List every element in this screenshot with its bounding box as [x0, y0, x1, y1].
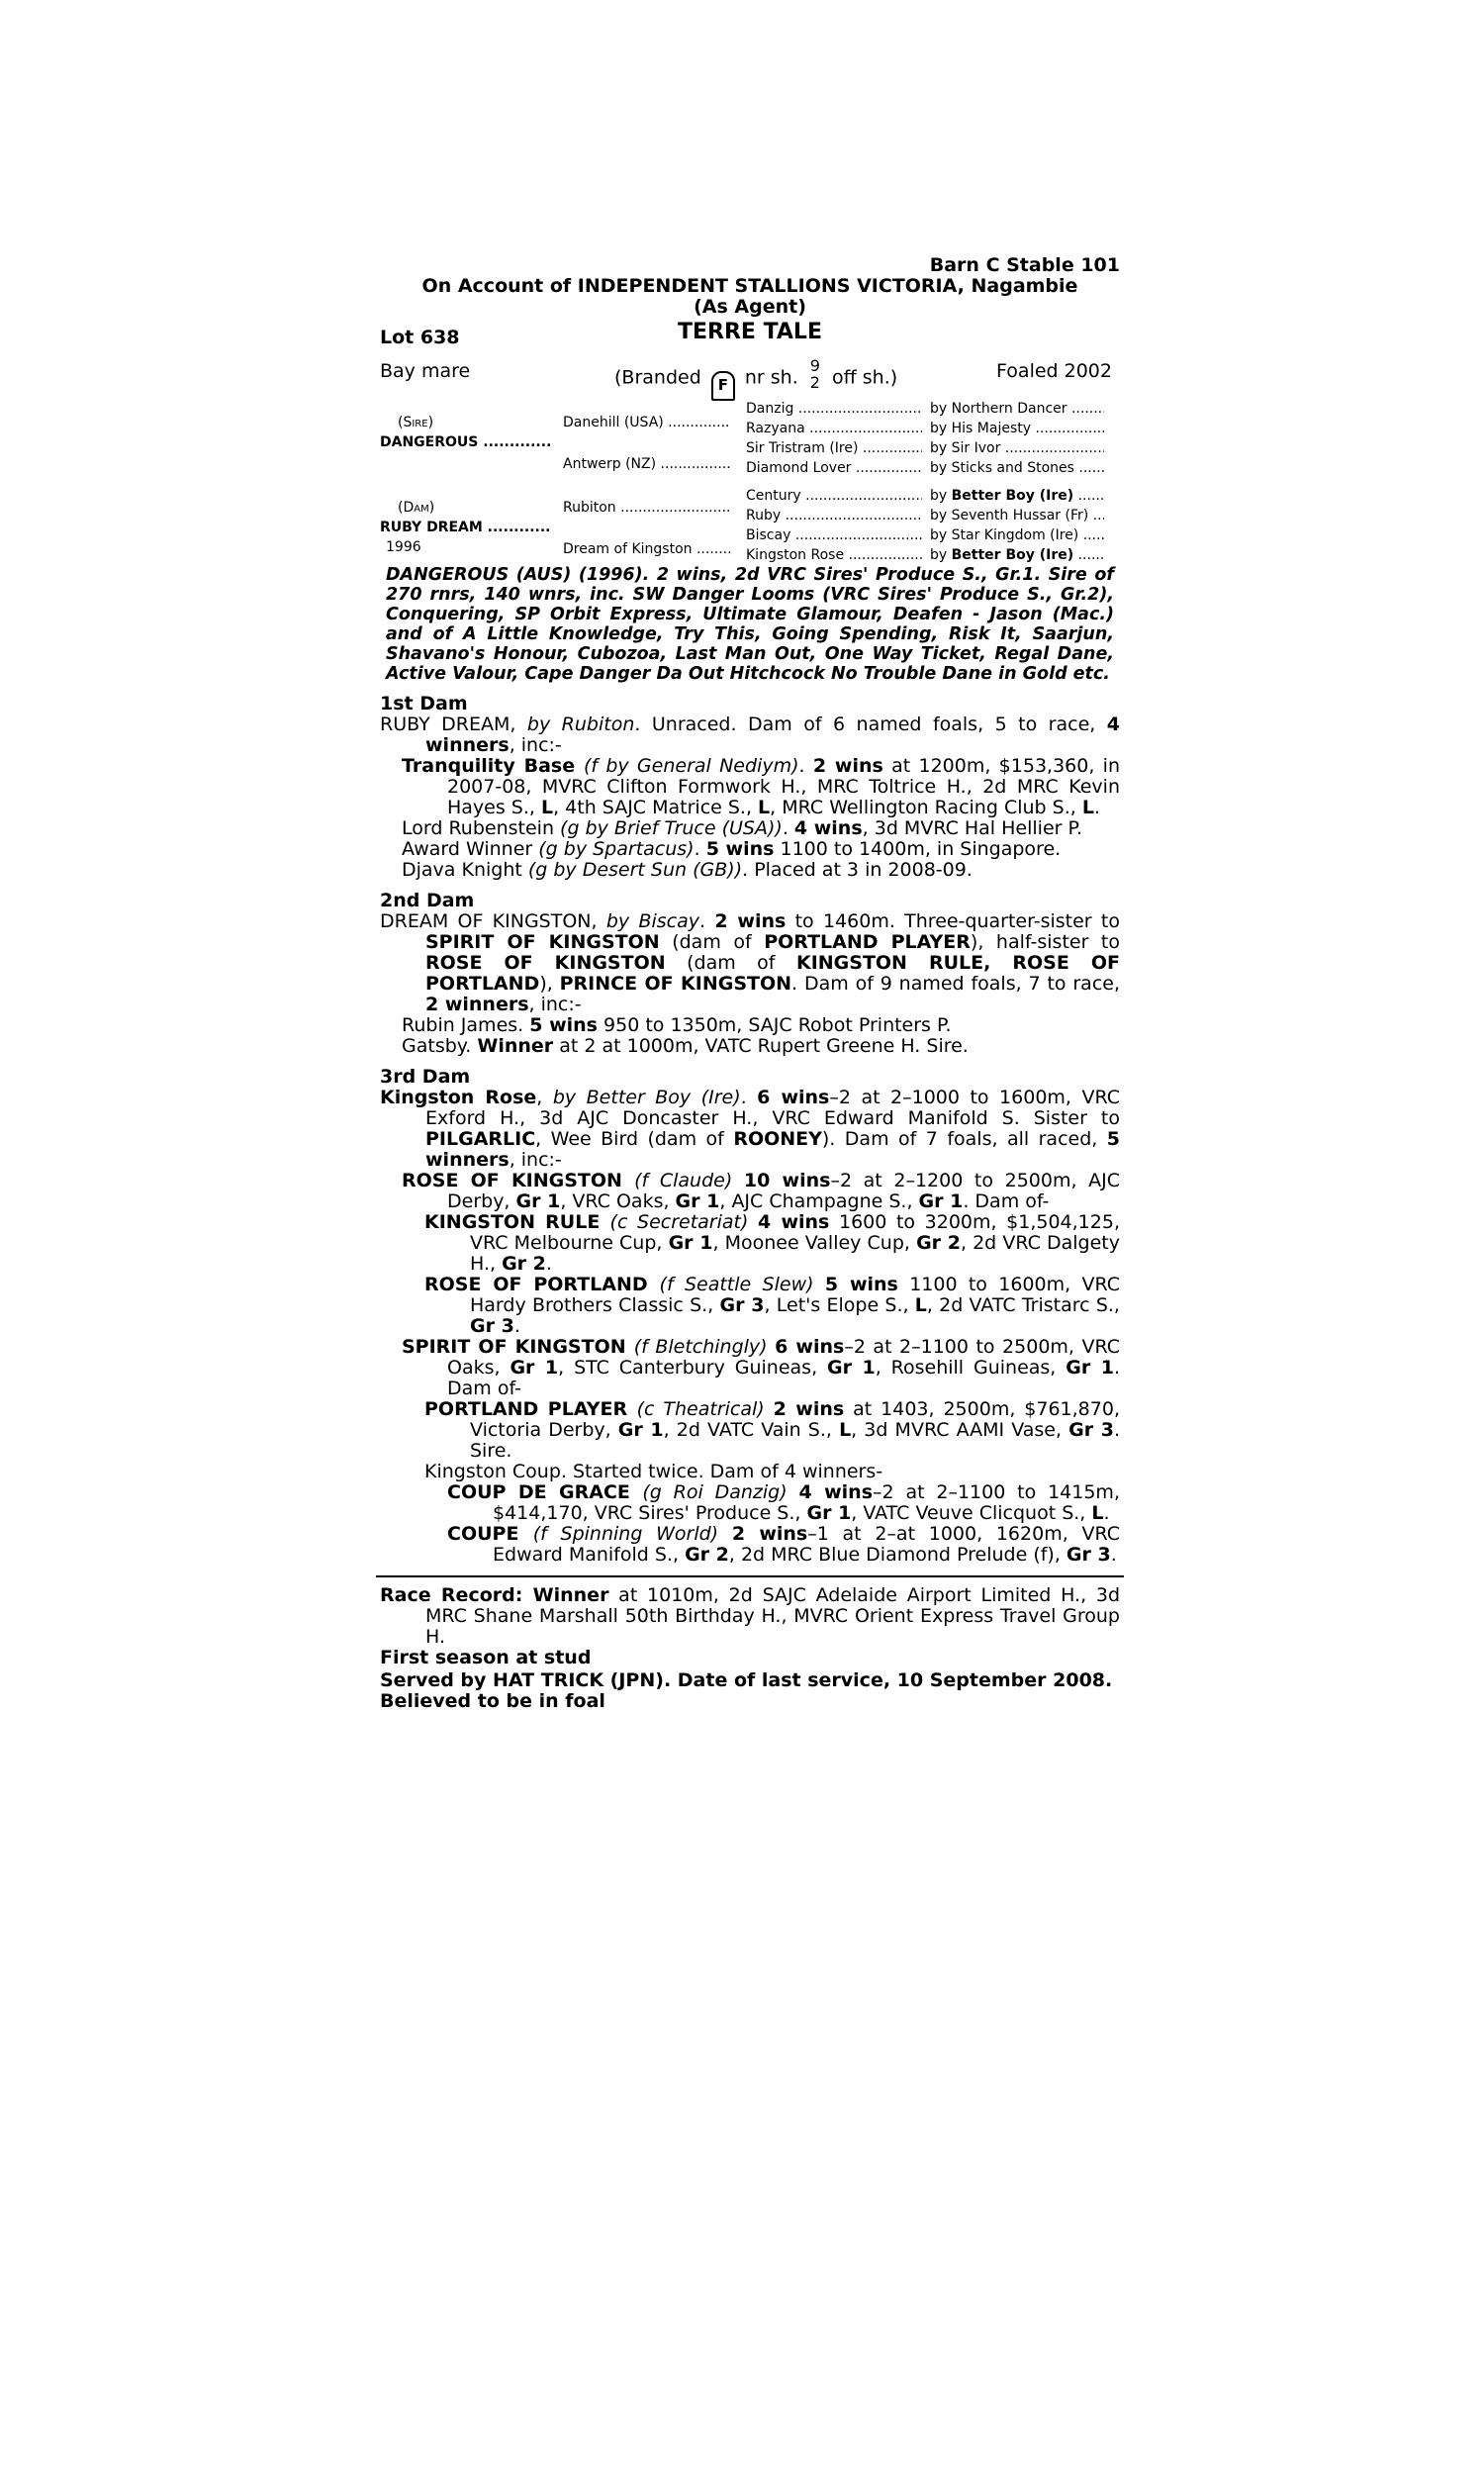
- dam-name: RUBY DREAM .....: [380, 518, 550, 537]
- first-dam-intro: RUBY DREAM, by Rubiton. Unraced. Dam of 6 named foals, 5 to race, 4 winners, inc:-: [380, 714, 1120, 756]
- second-dam-foal-1: Rubin James. 5 wins 950 to 1350m, SAJC Robot Printers P.: [402, 1014, 952, 1036]
- first-dam-foal-1: Tranquility Base (f by General Nediym). 2 wins at 1200m, $153,360, in 2007-08, MVRC Clifton Formwork H., MRC Toltrice H., 2d MRC Kevin Hayes S., L, 4th SAJC Matrice S., L, MRC Wellington Racing Club S., L.: [402, 755, 1120, 818]
- believed-in-foal: Believed to be in foal: [380, 1690, 605, 1712]
- lot-number: Lot 638: [380, 327, 460, 348]
- second-dam-foal-2: Gatsby. Winner at 2 at 1000m, VATC Rupert Greene H. Sire.: [402, 1035, 969, 1057]
- granddam-2: Dream of Kingston .....: [563, 539, 731, 559]
- brand-off: off sh.): [832, 366, 898, 389]
- foal-kingston-rule: KINGSTON RULE (c Secretariat) 4 wins 1600 to 3200m, $1,504,125, VRC Melbourne Cup, Gr 1, Moonee Valley Cup, Gr 2, 2d VRC Dalgety H., Gr 2.: [424, 1211, 1120, 1275]
- granddam-1: Antwerp (NZ) .....: [563, 454, 731, 474]
- first-dam-foal-4: Djava Knight (g by Desert Sun (GB)). Placed at 3 in 2008-09.: [402, 859, 973, 881]
- sire-notes: DANGEROUS (AUS) (1996). 2 wins, 2d VRC Sires' Produce S., Gr.1. Sire of 270 rnrs, 140 wnrs, inc. SW Danger Looms (VRC Sires' Produce S., Gr.2), Conquering, SP Orbit Express, Ultimate Glamour, Deafen - Jason (Mac.) and of A Little Knowledge, Try This, Going Spending, Risk It, Saarjun, Shavano's Honour, Cubozoa, Last Man Out, One Way Ticket, Regal Dane, Active Valour, Cape Danger Da Out Hitchcock No Trouble Dane in Gold etc.: [386, 565, 1114, 684]
- gen4-6: by Seventh Hussar (Fr) .....: [930, 506, 1104, 525]
- description-row: [380, 347, 1120, 393]
- race-record: Race Record: Winner at 1010m, 2d SAJC Adelaide Airport Limited H., 3d MRC Shane Marshall 50th Birthday H., MVRC Orient Express Travel Group H.: [380, 1584, 1121, 1648]
- sire-name: DANGEROUS .....: [380, 432, 550, 452]
- dam-label: (Dam): [398, 500, 435, 516]
- third-dam-foal-rose-of-kingston: ROSE OF KINGSTON (f Claude) 10 wins–2 at 2–1200 to 2500m, AJC Derby, Gr 1, VRC Oaks, Gr 1, AJC Champagne S., Gr 1. Dam of-: [402, 1170, 1120, 1212]
- vendor-account: On Account of INDEPENDENT STALLIONS VICTORIA, Nagambie: [421, 275, 1078, 297]
- brand-denominator: 2: [809, 373, 820, 392]
- third-dam-foal-spirit-of-kingston: SPIRIT OF KINGSTON (f Bletchingly) 6 wins–2 at 2–1100 to 2500m, VRC Oaks, Gr 1, STC Canterbury Guineas, Gr 1, Rosehill Guineas, Gr 1. Dam of-: [402, 1336, 1120, 1399]
- vendor-agent: (As Agent): [694, 296, 806, 318]
- horse-color: Bay mare: [380, 360, 471, 382]
- gen4-2: by His Majesty .....: [930, 419, 1104, 438]
- gen3-5: Century .....: [746, 486, 922, 506]
- barn-stable: Barn C Stable 101: [929, 254, 1120, 276]
- gen4-8: by Better Boy (Ire) .....: [930, 545, 1104, 565]
- brand-numerator: 9: [809, 356, 820, 375]
- third-dam-heading: 3rd Dam: [380, 1066, 471, 1088]
- gen3-8: Kingston Rose .....: [746, 545, 922, 565]
- gen3-1: Danzig .....: [746, 399, 922, 419]
- gen3-7: Biscay .....: [746, 525, 922, 545]
- pedigree-table: [380, 399, 1120, 563]
- first-season: First season at stud: [380, 1647, 592, 1668]
- second-dam-intro: DREAM OF KINGSTON, by Biscay. 2 wins to 1460m. Three-quarter-sister to SPIRIT OF KINGSTON (dam of PORTLAND PLAYER), half-sister to ROSE OF KINGSTON (dam of KINGSTON RULE, ROSE OF PORTLAND), PRINCE OF KINGSTON. Dam of 9 named foals, 7 to race, 2 winners, inc:-: [380, 910, 1121, 1015]
- gen4-7: by Star Kingdom (Ire) .....: [930, 525, 1104, 545]
- sire-label: (Sire): [398, 415, 434, 430]
- first-dam-foal-3: Award Winner (g by Spartacus). 5 wins 1100 to 1400m, in Singapore.: [402, 838, 1062, 860]
- brand-near: nr sh.: [744, 366, 798, 389]
- second-dam-heading: 2nd Dam: [380, 890, 475, 911]
- gen3-4: Diamond Lover .....: [746, 458, 922, 478]
- served-by: Served by HAT TRICK (JPN). Date of last service, 10 September 2008.: [380, 1669, 1113, 1691]
- foal-rose-of-portland: ROSE OF PORTLAND (f Seattle Slew) 5 wins 1100 to 1600m, VRC Hardy Brothers Classic S., Gr 3, Let's Elope S., L, 2d VATC Tristarc S., Gr 3.: [424, 1274, 1120, 1337]
- gen4-4: by Sticks and Stones .....: [930, 458, 1104, 478]
- dam-year: 1996: [386, 539, 421, 555]
- first-dam-foal-2: Lord Rubenstein (g by Brief Truce (USA)). 4 wins, 3d MVRC Hal Hellier P.: [402, 817, 1083, 839]
- gen4-5: by Better Boy (Ire) .....: [930, 486, 1104, 506]
- grandsire-2: Rubiton .....: [563, 498, 731, 518]
- brand-mark-icon: F: [711, 371, 735, 401]
- grandsire-1: Danehill (USA) .....: [563, 413, 731, 432]
- foal-portland-player: PORTLAND PLAYER (c Theatrical) 2 wins at 1403, 2500m, $761,870, Victoria Derby, Gr 1, 2d VATC Vain S., L, 3d MVRC AAMI Vase, Gr 3. Sire.: [424, 1398, 1121, 1462]
- lot-row: [380, 322, 1120, 347]
- foal-coupe: COUPE (f Spinning World) 2 wins–1 at 2–at 1000, 1620m, VRC Edward Manifold S., Gr 2, 2d MRC Blue Diamond Prelude (f), Gr 3.: [447, 1523, 1120, 1566]
- horse-name: TERRE TALE: [678, 320, 822, 344]
- foal-kingston-coup: Kingston Coup. Started twice. Dam of 4 winners-: [424, 1461, 883, 1482]
- brand-prefix: (Branded: [614, 366, 701, 389]
- catalogue-page: [380, 255, 1120, 1712]
- third-dam-intro: Kingston Rose, by Better Boy (Ire). 6 wins–2 at 2–1000 to 1600m, VRC Exford H., 3d AJC Doncaster H., VRC Edward Manifold S. Sister to PILGARLIC, Wee Bird (dam of ROONEY). Dam of 7 foals, all raced, 5 winners, inc:-: [380, 1087, 1120, 1171]
- section-divider: [376, 1575, 1124, 1577]
- brand-info: [614, 356, 898, 401]
- gen3-2: Razyana .....: [746, 419, 922, 438]
- race-record-section: [380, 1585, 1120, 1712]
- foaled-year: Foaled 2002: [996, 360, 1112, 382]
- gen4-1: by Northern Dancer .....: [930, 399, 1104, 419]
- gen4-3: by Sir Ivor .....: [930, 438, 1104, 458]
- foal-coup-de-grace: COUP DE GRACE (g Roi Danzig) 4 wins–2 at 2–1100 to 1415m, $414,170, VRC Sires' Produce S., Gr 1, VATC Veuve Clicquot S., L.: [447, 1481, 1120, 1524]
- gen3-3: Sir Tristram (Ire) .....: [746, 438, 922, 458]
- brand-fraction: [810, 357, 820, 391]
- first-dam-heading: 1st Dam: [380, 693, 468, 714]
- gen3-6: Ruby .....: [746, 506, 922, 525]
